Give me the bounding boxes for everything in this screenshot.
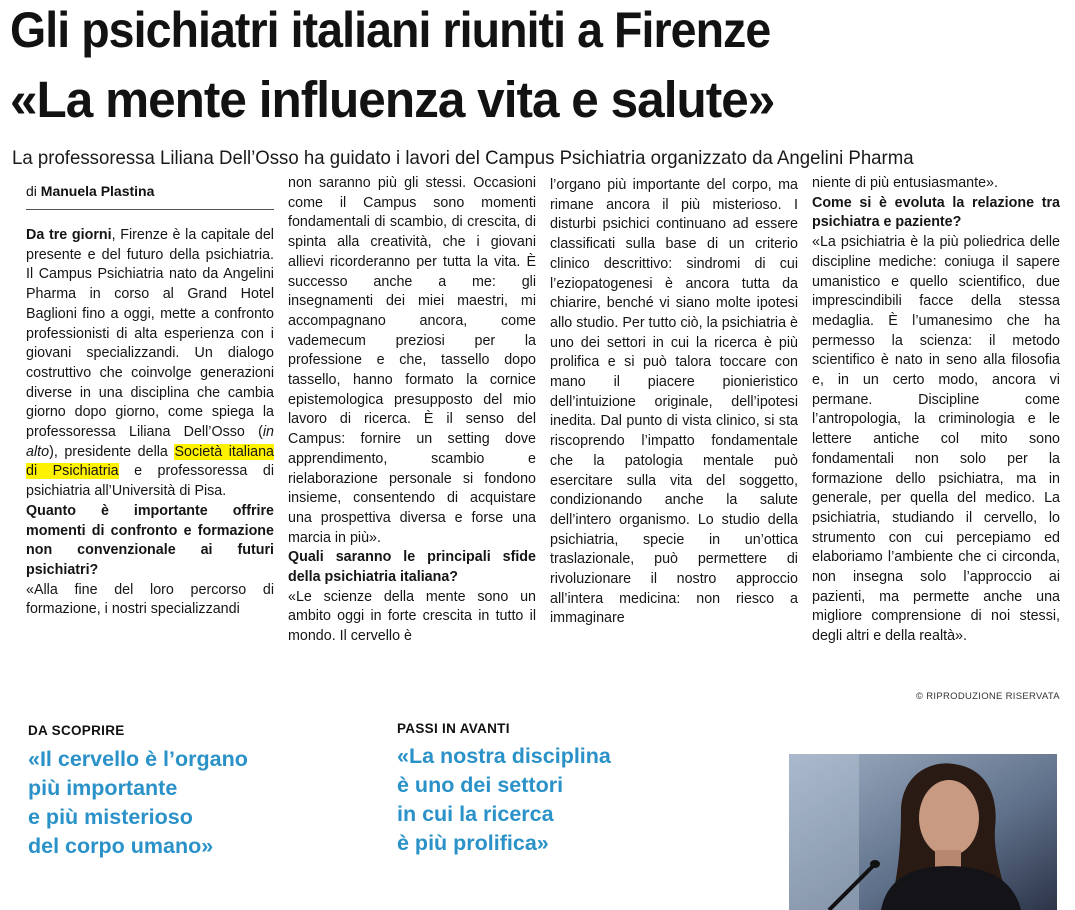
- pullquote-2-line: in cui la ricerca: [397, 802, 554, 826]
- article-column-3: [550, 176, 798, 696]
- p1-text-b: ), presidente della: [49, 443, 175, 460]
- pullquote-1-tag: DA SCOPRIRE: [28, 723, 125, 738]
- pullquote-2-line: «La nostra disciplina: [397, 744, 611, 768]
- portrait-photo: [789, 754, 1057, 910]
- pullquote-2-tag: PASSI IN AVANTI: [397, 721, 510, 736]
- p1-text-a: , Firenze è la capitale del presente e del futuro della psichiatria. Il Campus Psichiatria nato da Angelini Pharma in corso al Grand Hotel Baglioni fino a oggi, mette a confronto professionisti di alta esperienza con i giovani specializzandi. Un dialogo costruttivo che coinvolge generazioni diverse in una disciplina che cambia giorno dopo giorno, come spiega la professoressa Liliana Dell’Osso (: [26, 227, 274, 441]
- interview-answer-2-start: «Le scienze della mente sono un ambito oggi in forte crescita in tutto il mondo. Il cervello è: [288, 588, 536, 645]
- pullquote-1-line: «Il cervello è l’organo: [28, 747, 248, 771]
- pullquote-1-line: e più misterioso: [28, 805, 193, 829]
- p1-text-c: e professoressa di psichiatria all’Università di Pisa.: [26, 463, 274, 500]
- pullquote-1: [28, 745, 328, 861]
- pullquote-2-line: è più prolifica»: [397, 831, 549, 855]
- article-column-1: [26, 226, 274, 686]
- interview-question-1: Quanto è importante offrire momenti di confronto e formazione non convenzionale ai futuri psichiatri?: [26, 502, 274, 578]
- article-column-2: [288, 174, 536, 694]
- byline-author: Manuela Plastina: [40, 183, 155, 199]
- byline-prefix: di: [26, 183, 37, 199]
- interview-question-3: Come si è evoluta la relazione tra psichiatra e paziente?: [812, 194, 1060, 231]
- byline: [26, 181, 154, 201]
- interview-answer-2-end: niente di più entusiasmante».: [812, 175, 998, 191]
- interview-answer-3: «La psichiatria è la più poliedrica delle discipline mediche: coniuga il sapere umanistico e quello scientifico, due imprescindibili facce della stessa medaglia. È l’umanesimo che ha permesso la scienza: il metodo scientifico è nato in seno alla filosofia e, in un certo modo, ancora vi permane. Discipline come l’antropologia, la criminologia e le lettere antiche col mito sono fondamentali non solo per la formazione dello psichiatra, ma in generale, per quella del medico. La psichiatria, studiando il cervello, lo strumento con cui percepiamo ed elaboriamo l’ambiente che ci circonda, non insegna solo l’approccio ai pazienti, ma permette anche una migliore comprensione di noi stessi, degli altri e della realtà».: [812, 234, 1060, 645]
- p1-italic: in alto: [26, 424, 274, 460]
- highlighted-society-name: Società italiana di Psichiatria: [26, 443, 274, 480]
- lead-words: Da tre giorni: [26, 227, 112, 243]
- interview-answer-1-start: «Alla fine del loro percorso di formazione, i nostri specializzandi: [26, 581, 274, 618]
- article-column-4: [812, 174, 1060, 694]
- pullquote-2: [397, 742, 697, 858]
- article-paragraph-1: [26, 226, 274, 502]
- copyright-notice: © RIPRODUZIONE RISERVATA: [916, 691, 1060, 702]
- interview-answer-2-middle: l’organo più importante del corpo, ma rimane ancora il più misterioso. I disturbi psichici continuano ad essere classificati sulla base di un criterio clinico descrittivo: sindromi di cui l’eziopatogenesi è ancora tutta da chiarire, benché vi siano molte ipotesi allo studio. Per tutto ciò, la psichiatria è uno dei settori in cui la ricerca è più prolifica e si può talora toccare con mano il piacere pionieristico dell’intuizione originale, dell’ipotesi inedita. Dal punto di vista clinico, si sta riscoprendo l’impatto fondamentale che la patologia mentale può esercitare sulla vita del soggetto, condizionando anche la salute dell’intero organismo. Lo studio della psichiatria, specie in un’ottica traslazionale, può permettere di rivoluzionare il nostro approccio all’intera medicina: non riesco a immaginare: [550, 177, 798, 627]
- interview-question-2: Quali saranno le principali sfide della psichiatria italiana?: [288, 549, 536, 586]
- pullquote-1-line: più importante: [28, 776, 178, 800]
- byline-divider: [26, 209, 274, 210]
- pullquote-2-line: è uno dei settori: [397, 773, 564, 797]
- subheadline: La professoressa Liliana Dell’Osso ha guidato i lavori del Campus Psichiatria organizzato da Angelini Pharma: [12, 147, 914, 169]
- headline-line-2: «La mente influenza vita e salute»: [10, 71, 775, 128]
- portrait-photo-illustration: [789, 754, 1057, 910]
- pullquote-1-line: del corpo umano»: [28, 834, 214, 858]
- headline-line-1: Gli psichiatri italiani riuniti a Firenze: [10, 2, 771, 58]
- interview-answer-1-end: non saranno più gli stessi. Occasioni come il Campus sono momenti fondamentali di scambio, di crescita, di spinta alla creatività, che i giovani allievi ricorderanno per tutta la vita. È successo anche a me: gli insegnamenti dei miei maestri, mi accompagnano ancora, come vademecum preziosi per la professione e che, tassello dopo tassello, hanno formato la cornice epistemologica presupposto del mio lavoro di ricerca. È il senso del Campus: fornire un setting dove apprendimento, scambio e rielaborazione personale si fondono insieme, consentendo di acquistare una prospettiva diversa e forse una marcia in più».: [288, 175, 536, 546]
